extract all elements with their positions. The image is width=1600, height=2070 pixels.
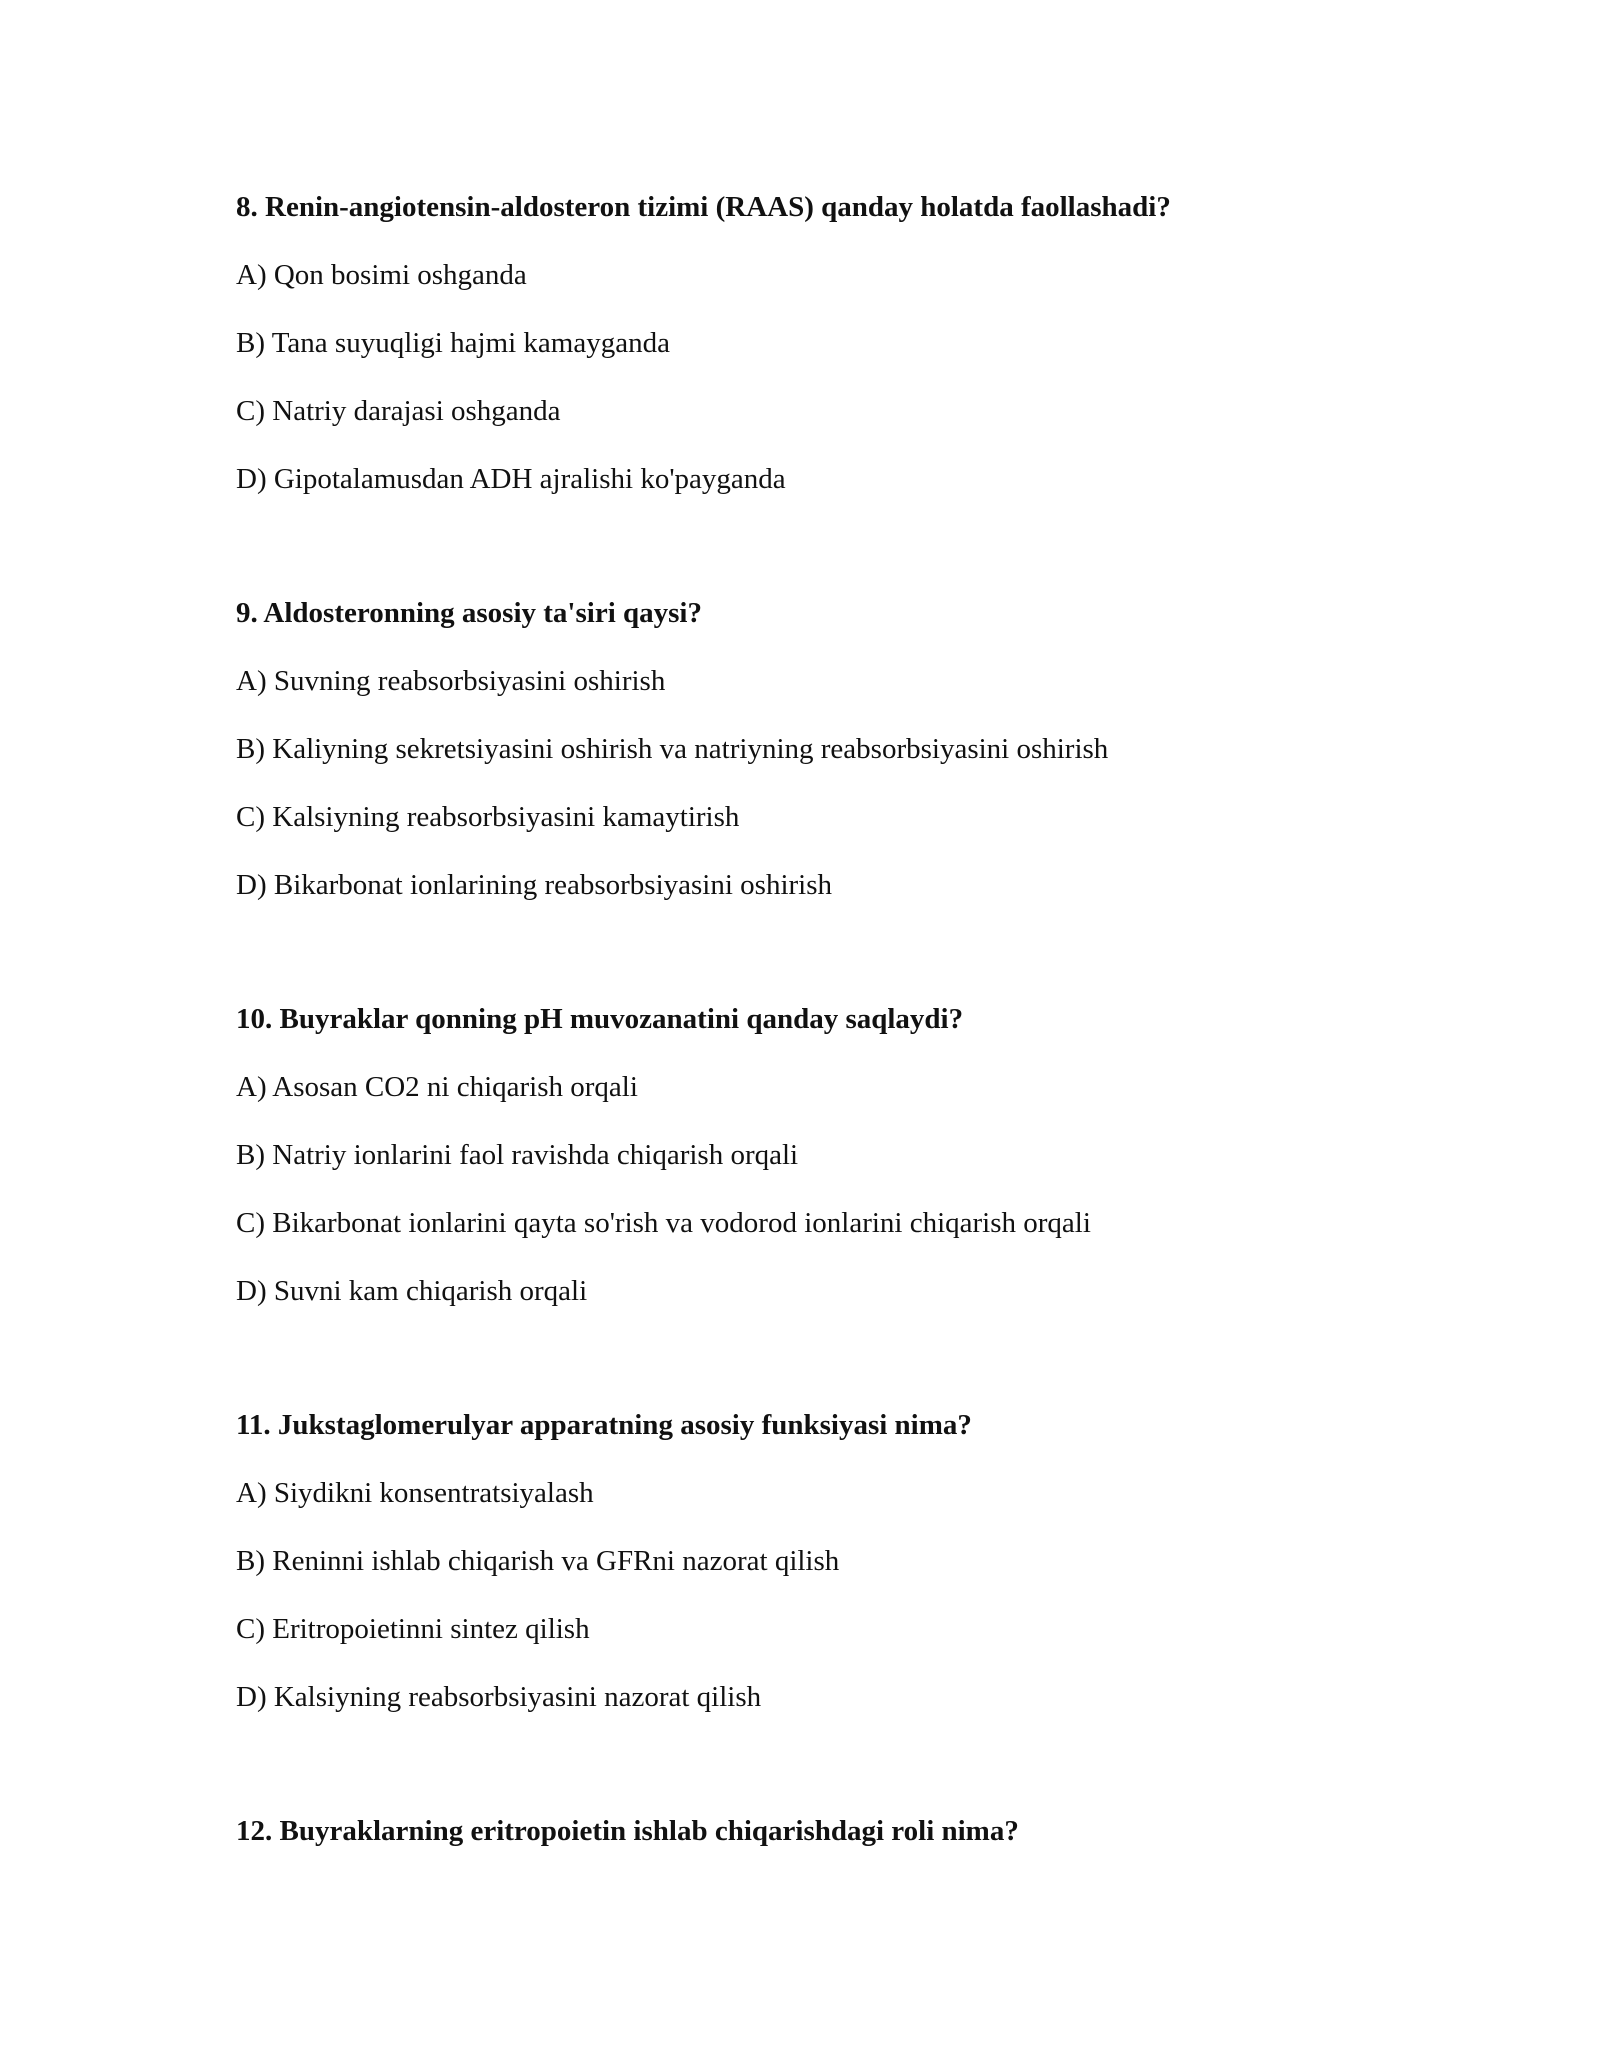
answer-option-a: A) Suvning reabsorbsiyasini oshirish <box>236 665 666 697</box>
question-title: 9. Aldosteronning asosiy ta'siri qaysi? <box>236 597 702 629</box>
answer-option-d: D) Gipotalamusdan ADH ajralishi ko'payganda <box>236 463 786 495</box>
answer-option-b: B) Reninni ishlab chiqarish va GFRni nazorat qilish <box>236 1545 840 1577</box>
question-title: 12. Buyraklarning eritropoietin ishlab chiqarishdagi roli nima? <box>236 1815 1019 1847</box>
question-title: 8. Renin-angiotensin-aldosteron tizimi (RAAS) qanday holatda faollashadi? <box>236 191 1171 223</box>
question-title: 11. Jukstaglomerulyar apparatning asosiy funksiyasi nima? <box>236 1409 972 1441</box>
answer-option-a: A) Siydikni konsentratsiyalash <box>236 1477 594 1509</box>
answer-option-d: D) Bikarbonat ionlarining reabsorbsiyasini oshirish <box>236 869 833 901</box>
question-11 <box>236 1408 1436 1714</box>
answer-option-d: D) Suvni kam chiqarish orqali <box>236 1275 588 1307</box>
answer-option-c: C) Natriy darajasi oshganda <box>236 395 561 427</box>
answer-option-b: B) Kaliyning sekretsiyasini oshirish va natriyning reabsorbsiyasini oshirish <box>236 733 1109 765</box>
question-10 <box>236 1002 1436 1308</box>
question-12 <box>236 1814 1436 1848</box>
answer-option-a: A) Asosan CO2 ni chiqarish orqali <box>236 1071 638 1103</box>
answer-option-c: C) Eritropoietinni sintez qilish <box>236 1613 590 1645</box>
answer-option-b: B) Natriy ionlarini faol ravishda chiqarish orqali <box>236 1139 799 1171</box>
answer-option-d: D) Kalsiyning reabsorbsiyasini nazorat qilish <box>236 1681 762 1713</box>
question-8 <box>236 190 1436 496</box>
answer-option-b: B) Tana suyuqligi hajmi kamayganda <box>236 327 670 359</box>
answer-option-c: C) Kalsiyning reabsorbsiyasini kamaytirish <box>236 801 740 833</box>
answer-option-a: A) Qon bosimi oshganda <box>236 259 527 291</box>
question-title: 10. Buyraklar qonning pH muvozanatini qanday saqlaydi? <box>236 1003 964 1035</box>
answer-option-c: C) Bikarbonat ionlarini qayta so'rish va vodorod ionlarini chiqarish orqali <box>236 1207 1091 1239</box>
question-9 <box>236 596 1436 902</box>
